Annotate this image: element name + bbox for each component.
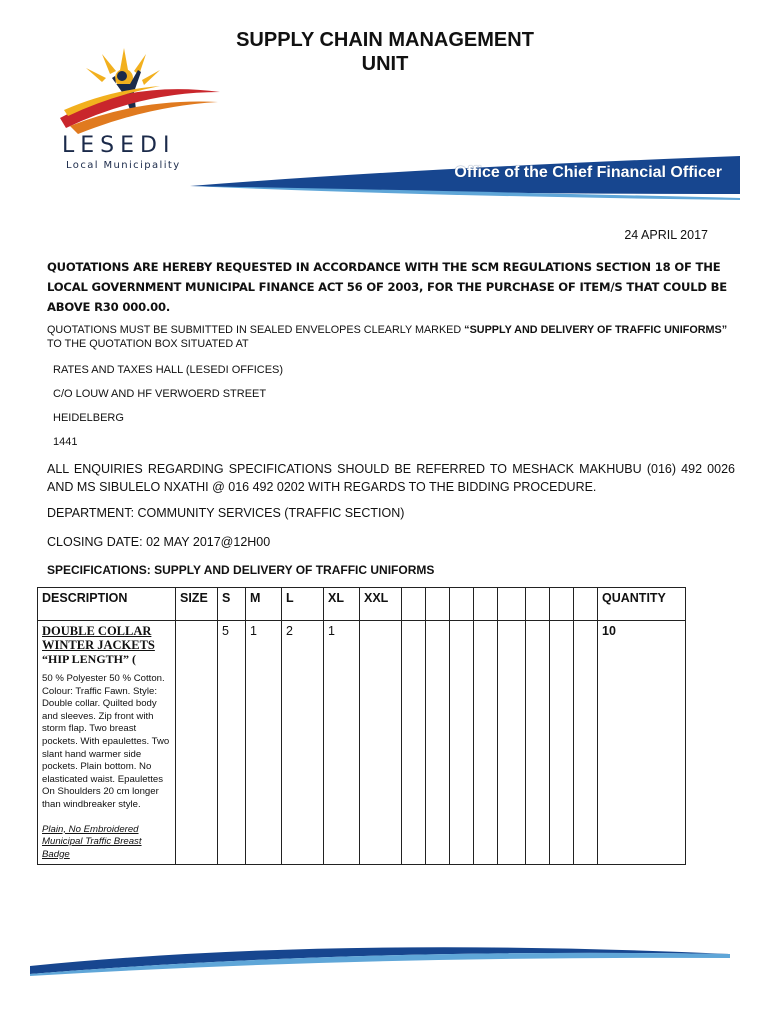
address-line-3: HEIDELBERG xyxy=(53,412,124,424)
row-empty xyxy=(450,621,474,865)
submission-marked: “SUPPLY AND DELIVERY OF TRAFFIC UNIFORMS” xyxy=(464,324,728,336)
row-empty xyxy=(474,621,498,865)
address-line-4: 1441 xyxy=(53,436,78,448)
department-line: DEPARTMENT: COMMUNITY SERVICES (TRAFFIC SECTION) xyxy=(47,506,405,520)
table-header-row xyxy=(38,588,686,621)
item-note: Plain, No Embroidered Municipal Traffic Breast Badge xyxy=(42,823,142,860)
address-line-2: C/O LOUW AND HF VERWOERD STREET xyxy=(53,388,267,400)
specifications-table xyxy=(37,587,686,865)
header-s: S xyxy=(218,588,246,621)
row-description xyxy=(38,621,176,865)
intro-paragraph: QUOTATIONS ARE HEREBY REQUESTED IN ACCORDANCE WITH THE SCM REGULATIONS SECTION 18 OF THE LOCAL GOVERNMENT MUNICIPAL FINANCE ACT 56 OF 2003, FOR THE PURCHASE OF ITEM/S THAT COULD BE ABOVE R30 000.00. xyxy=(47,260,727,314)
header-empty xyxy=(402,588,426,621)
table-row xyxy=(38,621,686,865)
row-s: 5 xyxy=(218,621,246,865)
row-xxl xyxy=(360,621,402,865)
row-empty xyxy=(574,621,598,865)
logo-subtitle: Local Municipality xyxy=(66,160,181,171)
document-date: 24 APRIL 2017 xyxy=(624,228,708,242)
header-l: L xyxy=(282,588,324,621)
header-empty xyxy=(426,588,450,621)
header-xxl: XXL xyxy=(360,588,402,621)
header-size: SIZE xyxy=(176,588,218,621)
row-empty xyxy=(526,621,550,865)
row-size xyxy=(176,621,218,865)
header-empty xyxy=(526,588,550,621)
submission-paragraph xyxy=(47,323,737,351)
office-title: Office of the Chief Financial Officer xyxy=(454,164,722,181)
item-subtitle: “HIP LENGTH” ( xyxy=(42,652,137,666)
header-empty xyxy=(474,588,498,621)
row-empty xyxy=(550,621,574,865)
header-m: M xyxy=(246,588,282,621)
enquiries-paragraph: ALL ENQUIRIES REGARDING SPECIFICATIONS SHOULD BE REFERRED TO MESHACK MAKHUBU (016) 492 0026 AND MS SIBULELO NXATHI @ 016 492 0202 WITH REGARDS TO THE BIDDING PROCEDURE. xyxy=(47,462,735,494)
row-m: 1 xyxy=(246,621,282,865)
header-empty xyxy=(450,588,474,621)
title-line-1: SUPPLY CHAIN MANAGEMENT xyxy=(236,29,534,51)
row-l: 2 xyxy=(282,621,324,865)
item-body: 50 % Polyester 50 % Cotton. Colour: Traffic Fawn. Style: Double collar. Quilted body and sleeves. Zip front with storm flap. Two breast pockets. With epaulettes. Two slant hand warmer side pockets. Plain bottom. No elasticated waist. Epaulettes On Shoulders 20 cm longer than windbreaker style. xyxy=(42,673,170,810)
footer-swoosh xyxy=(30,936,730,976)
submission-post: TO THE QUOTATION BOX SITUATED AT xyxy=(47,338,249,350)
title-line-2: UNIT xyxy=(361,53,409,75)
row-empty xyxy=(426,621,450,865)
row-empty xyxy=(402,621,426,865)
specifications-title: SPECIFICATIONS: SUPPLY AND DELIVERY OF TRAFFIC UNIFORMS xyxy=(47,563,435,577)
header-description: DESCRIPTION xyxy=(38,588,176,621)
header-empty xyxy=(574,588,598,621)
header-empty xyxy=(550,588,574,621)
row-xl: 1 xyxy=(324,621,360,865)
row-empty xyxy=(498,621,526,865)
header-empty xyxy=(498,588,526,621)
header-xl: XL xyxy=(324,588,360,621)
item-title: DOUBLE COLLAR WINTER JACKETS xyxy=(42,624,155,652)
logo-wordmark: LESEDI xyxy=(62,133,176,158)
address-line-1: RATES AND TAXES HALL (LESEDI OFFICES) xyxy=(53,364,284,376)
row-quantity: 10 xyxy=(598,621,686,865)
header-quantity: QUANTITY xyxy=(598,588,686,621)
closing-date-line: CLOSING DATE: 02 MAY 2017@12H00 xyxy=(47,535,271,549)
submission-pre: QUOTATIONS MUST BE SUBMITTED IN SEALED ENVELOPES CLEARLY MARKED xyxy=(47,324,465,336)
